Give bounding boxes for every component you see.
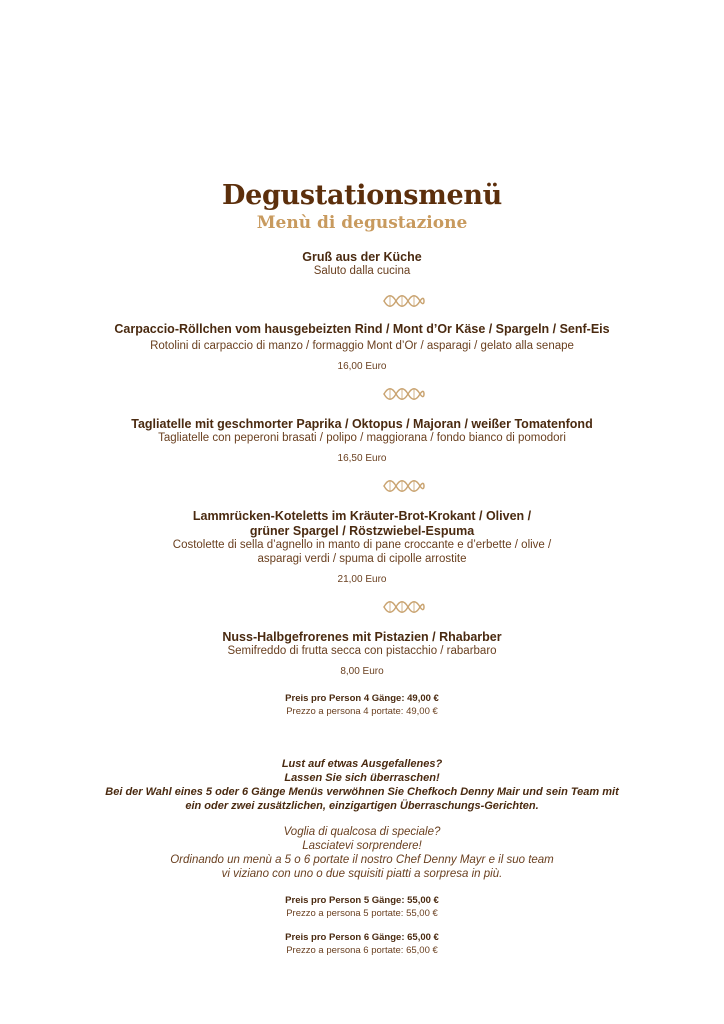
price-5-courses-it: Prezzo a persona 5 portate: 55,00 € [286, 908, 438, 919]
ornament-divider-icon [382, 478, 426, 494]
course-5-it: Semifreddo di frutta secca con pistacchio / rabarbaro [227, 645, 497, 657]
course-3-price: 16,50 Euro [337, 453, 387, 464]
price-4-courses-de: Preis pro Person 4 Gänge: 49,00 € [285, 693, 439, 704]
course-1-de: Gruß aus der Küche [302, 250, 422, 264]
ornament-divider-icon [382, 599, 426, 615]
course-4-de-line-1: Lammrücken-Koteletts im Kräuter-Brot-Krokant / Oliven / [192, 509, 532, 523]
ornament-divider-icon [382, 386, 426, 402]
surprise-de-line-4: ein oder zwei zusätzlichen, einzigartigen Überraschungs-Gerichten. [185, 800, 539, 812]
surprise-de-line-2: Lassen Sie sich überraschen! [284, 772, 440, 784]
surprise-de-line-3: Bei der Wahl eines 5 oder 6 Gänge Menüs verwöhnen Sie Chefkoch Denny Mair und sein Team mit [105, 786, 619, 798]
surprise-de-line-1: Lust auf etwas Ausgefallenes? [281, 758, 443, 770]
surprise-it-line-4: vi viziano con uno o due squisiti piatti a sorpresa in più. [221, 868, 503, 880]
course-4-de-line-2: grüner Spargel / Röstzwiebel-Espuma [249, 524, 475, 538]
price-4-courses-it: Prezzo a persona 4 portate: 49,00 € [286, 706, 438, 717]
page-title: Degustationsmenü [221, 180, 503, 211]
course-5-de: Nuss-Halbgefrorenes mit Pistazien / Rhabarber [222, 630, 502, 644]
course-4-price: 21,00 Euro [337, 574, 387, 585]
surprise-it-line-2: Lasciatevi sorprendere! [302, 840, 422, 852]
price-6-courses-de: Preis pro Person 6 Gänge: 65,00 € [285, 932, 439, 943]
course-3-it: Tagliatelle con peperoni brasati / polipo / maggiorana / fondo bianco di pomodori [158, 432, 566, 444]
page-subtitle: Menù di degustazione [256, 213, 468, 233]
course-1-it: Saluto dalla cucina [313, 265, 411, 277]
course-2-it: Rotolini di carpaccio di manzo / formaggio Mont d’Or / asparagi / gelato alla senape [150, 340, 574, 352]
course-3-de: Tagliatelle mit geschmorter Paprika / Oktopus / Majoran / weißer Tomatenfond [131, 417, 593, 431]
surprise-it-line-1: Voglia di qualcosa di speciale? [283, 826, 441, 838]
course-5-price: 8,00 Euro [340, 666, 384, 677]
ornament-divider-icon [382, 293, 426, 309]
course-4-it-line-2: asparagi verdi / spuma di cipolle arrostite [257, 553, 467, 565]
course-2-de: Carpaccio-Röllchen vom hausgebeizten Rind / Mont d’Or Käse / Spargeln / Senf-Eis [114, 322, 610, 336]
course-4-it-line-1: Costolette di sella d’agnello in manto di pane croccante e d’erbette / olive / [172, 539, 552, 551]
course-2-price: 16,00 Euro [337, 361, 387, 372]
price-5-courses-de: Preis pro Person 5 Gänge: 55,00 € [285, 895, 439, 906]
surprise-it-line-3: Ordinando un menù a 5 o 6 portate il nostro Chef Denny Mayr e il suo team [170, 854, 554, 866]
price-6-courses-it: Prezzo a persona 6 portate: 65,00 € [286, 945, 438, 956]
